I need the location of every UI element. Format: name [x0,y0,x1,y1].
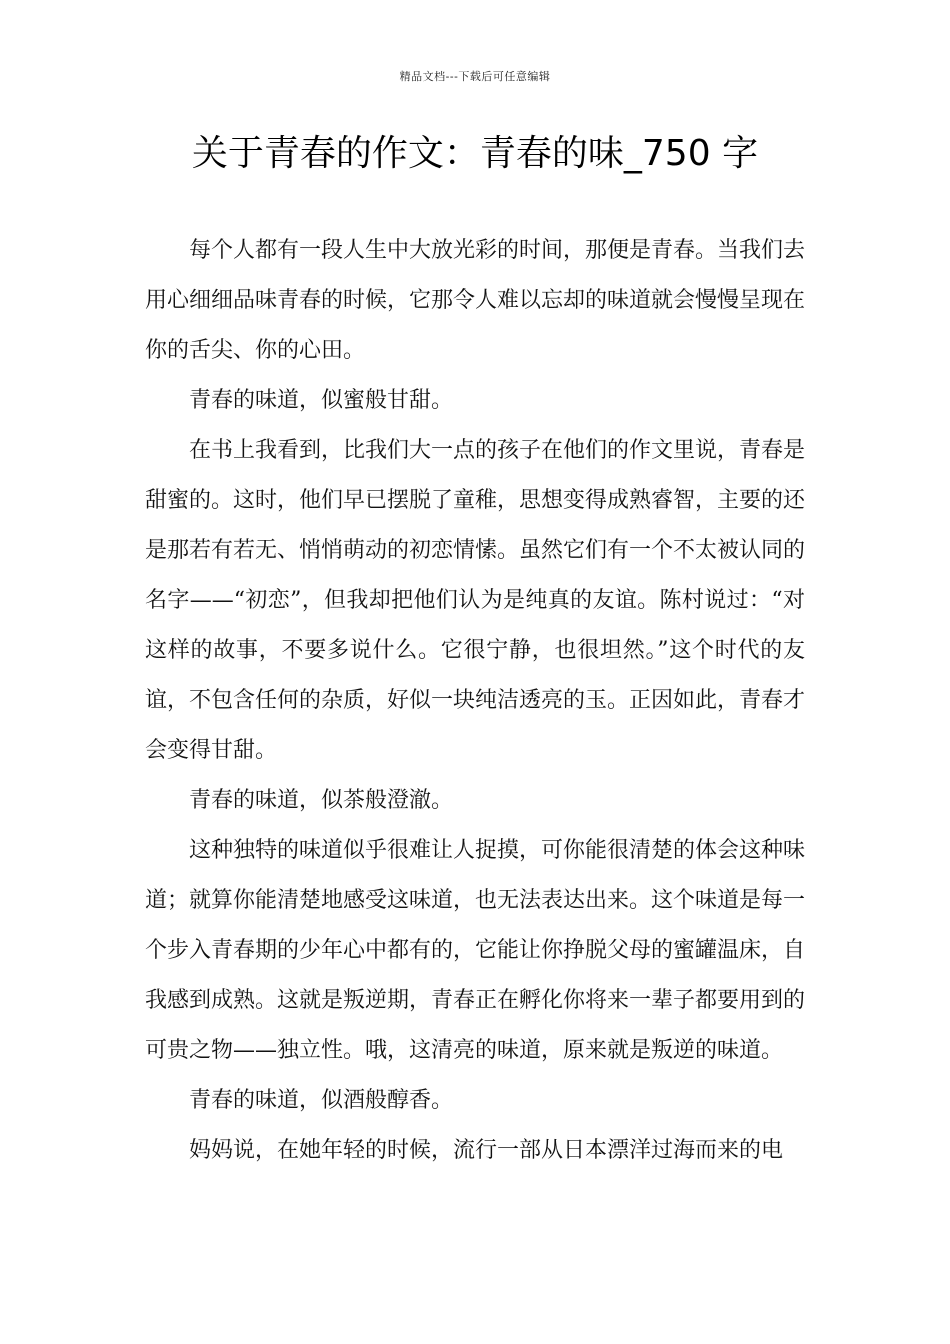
paragraph: 妈妈说，在她年轻的时候，流行一部从日本漂洋过海而来的电 [189,1138,784,1163]
paragraph: 青春的味道，似茶般澄澈。 [189,788,454,813]
header-note: 精品文档---下载后可任意编辑 [399,70,551,83]
document-body [145,226,805,1176]
paragraph: 这种独特的味道似乎很难让人捉摸，可你能很清楚的体会这种味道；就算你能清楚地感受这味道，也无法表达出来。这个味道是每一个步入青春期的少年心中都有的，它能让你挣脱父母的蜜罐温床，自我感到成熟。这就是叛逆期，青春正在孵化你将来一辈子都要用到的可贵之物——独立性。哦，这清亮的味道，原来就是叛逆的味道。 [145,838,806,1063]
paragraph: 每个人都有一段人生中大放光彩的时间，那便是青春。当我们去用心细细品味青春的时候，它那令人难以忘却的味道就会慢慢呈现在你的舌尖、你的心田。 [145,238,806,363]
paragraph: 在书上我看到，比我们大一点的孩子在他们的作文里说，青春是甜蜜的。这时，他们早已摆脱了童稚，思想变得成熟睿智，主要的还是那若有若无、悄悄萌动的初恋情愫。虽然它们有一个不太被认同的名字——“初恋”，但我却把他们认为是纯真的友谊。陈村说过：“对这样的故事，不要多说什么。它很宁静，也很坦然。”这个时代的友谊，不包含任何的杂质，好似一块纯洁透亮的玉。正因如此，青春才会变得甘甜。 [145,438,806,763]
paragraph: 青春的味道，似蜜般甘甜。 [189,388,454,413]
paragraph: 青春的味道，似酒般醇香。 [189,1088,454,1113]
document-title: 关于青春的作文：青春的味_750 字 [191,133,759,174]
